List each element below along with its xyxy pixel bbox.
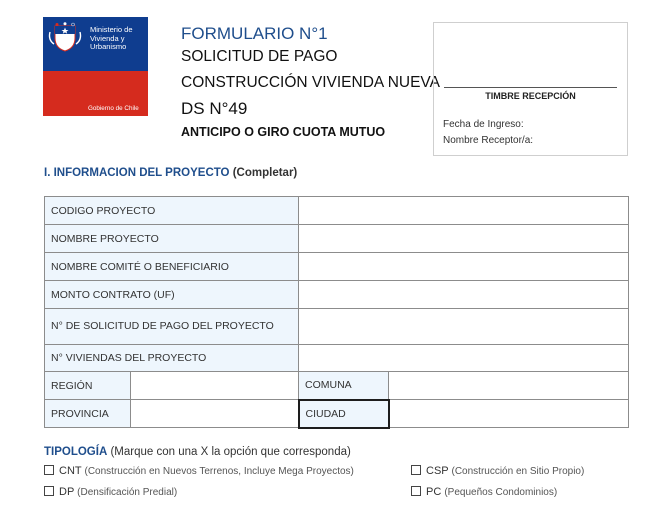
option-description: (Construcción en Nuevos Terrenos, Incluye Mega Proyectos) [84,466,354,477]
tipologia-title: TIPOLOGÍA [44,446,108,458]
section-subtitle: (Completar) [232,167,298,179]
codigo-proyecto-field[interactable] [299,197,629,225]
option-pc[interactable] [411,486,557,498]
section-title: I. INFORMACION DEL PROYECTO [44,167,230,179]
form-title-line: CONSTRUCCIÓN VIVIENDA NUEVA [181,74,440,91]
solicitud-pago-field[interactable] [299,309,629,345]
nombre-proyecto-field[interactable] [299,225,629,253]
nombre-comite-label: NOMBRE COMITÉ O BENEFICIARIO [45,253,299,281]
form-subtitle: ANTICIPO O GIRO CUOTA MUTUO [181,125,386,139]
table-row [45,225,629,253]
region-label: REGIÓN [45,372,131,400]
ministry-name-line: Ministerio de [90,25,133,34]
table-row [45,372,629,400]
tipologia-heading [44,446,351,458]
option-code: PC [426,486,442,498]
nombre-proyecto-label: NOMBRE PROYECTO [45,225,299,253]
ciudad-field[interactable] [389,400,629,428]
checkbox-cnt[interactable] [44,465,54,475]
codigo-proyecto-label: CODIGO PROYECTO [45,197,299,225]
monto-contrato-label: MONTO CONTRATO (UF) [45,281,299,309]
option-description: (Densificación Predial) [77,487,178,498]
section-heading [44,167,297,179]
table-row [45,345,629,372]
entry-date-label: Fecha de Ingreso: [443,119,524,130]
region-field[interactable] [131,372,299,400]
ministry-name-line: Urbanismo [90,42,127,51]
checkbox-csp[interactable] [411,465,421,475]
coat-of-arms-icon [47,22,83,52]
option-code: DP [59,486,75,498]
table-row [45,400,629,428]
ministry-name-line: Vivienda y [90,33,125,43]
ministry-logo [43,17,148,116]
checkbox-dp[interactable] [44,486,54,496]
table-row [45,281,629,309]
option-dp[interactable] [44,486,177,498]
comuna-field[interactable] [389,372,629,400]
stamp-title: TIMBRE RECEPCIÓN [485,91,576,101]
checkbox-pc[interactable] [411,486,421,496]
ministry-name [90,26,146,52]
form-number: FORMULARIO N°1 [181,24,328,43]
tipologia-instructions: (Marque con una X la opción que corresponda) [110,446,351,458]
comuna-label: COMUNA [299,372,389,400]
form-title-line: SOLICITUD DE PAGO [181,48,338,65]
table-row [45,197,629,225]
stamp-signature-line [444,87,617,88]
viviendas-field[interactable] [299,345,629,372]
decree-number: DS N°49 [181,99,248,118]
option-description: (Construcción en Sitio Propio) [451,466,585,477]
option-description: (Pequeños Condominios) [444,487,558,498]
option-code: CSP [426,465,449,477]
table-row [45,309,629,345]
ciudad-label: CIUDAD [299,400,389,428]
provincia-label: PROVINCIA [45,400,131,428]
option-code: CNT [59,465,82,477]
option-csp[interactable] [411,465,584,477]
government-label: Gobierno de Chile [88,105,139,112]
monto-contrato-field[interactable] [299,281,629,309]
reception-stamp-box [433,22,628,156]
solicitud-pago-label: N° DE SOLICITUD DE PAGO DEL PROYECTO [45,309,299,345]
receiver-name-label: Nombre Receptor/a: [443,135,534,146]
viviendas-label: N° VIVIENDAS DEL PROYECTO [45,345,299,372]
project-info-table [44,196,629,429]
table-row [45,253,629,281]
option-cnt[interactable] [44,465,354,477]
provincia-field[interactable] [131,400,299,428]
nombre-comite-field[interactable] [299,253,629,281]
